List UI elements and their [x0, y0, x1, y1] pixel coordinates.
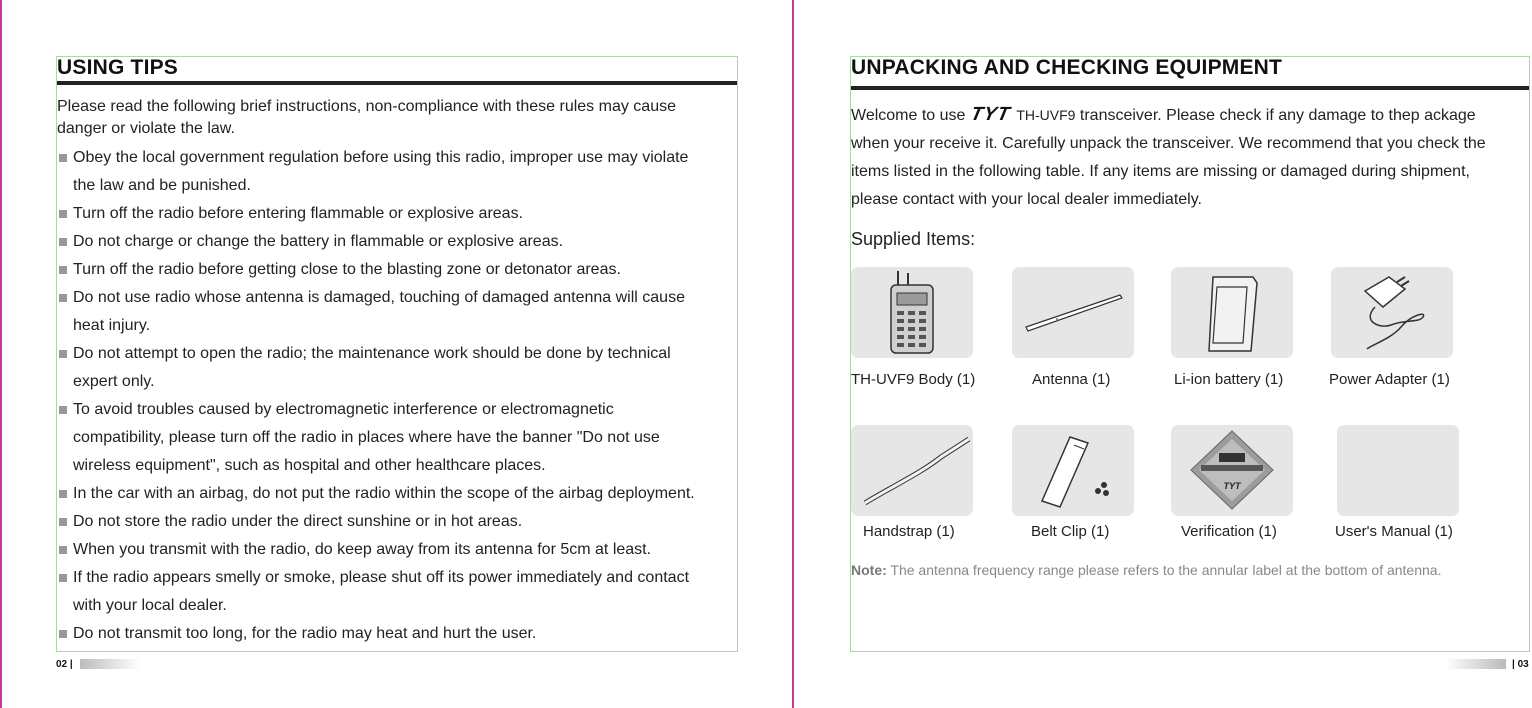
- page-title-unpacking: UNPACKING AND CHECKING EQUIPMENT: [851, 56, 1283, 79]
- page-bar-right: [1446, 659, 1506, 669]
- tip-continuation: [57, 312, 695, 340]
- tip-text: Do not transmit too long, for the radio may heat and hurt the user.: [73, 625, 537, 642]
- antenna-note: [851, 562, 1441, 578]
- intro-line: Welcome to use TYT TH-UVF9 transceiver. Please check if any damage to thep ackage: [851, 101, 1531, 130]
- item-label: Li-ion battery (1): [1174, 371, 1284, 388]
- radio-icon: [851, 267, 973, 358]
- tip-text: wireless equipment", such as hospital and other healthcare places.: [73, 457, 546, 474]
- tip-text: Turn off the radio before entering flammable or explosive areas.: [73, 205, 524, 222]
- bullet-square-icon: [59, 210, 67, 218]
- svg-text:TYT: TYT: [1223, 481, 1241, 491]
- tip-continuation: [57, 452, 695, 480]
- intro-line: Please read the following brief instructions, non-compliance with these rules may cause: [57, 98, 676, 115]
- verification-icon: [1171, 425, 1293, 516]
- tip-text: Do not use radio whose antenna is damaged, touching of damaged antenna will cause: [73, 289, 685, 306]
- item-label: Power Adapter (1): [1329, 371, 1450, 388]
- page-edge-left: [0, 0, 2, 708]
- tip-text: the law and be punished.: [73, 177, 251, 194]
- model-name: TH-UVF9: [1016, 107, 1076, 123]
- item-label: Antenna (1): [1032, 371, 1111, 388]
- title-rule-right: [851, 86, 1529, 90]
- tip-text: Do not charge or change the battery in flammable or explosive areas.: [73, 233, 564, 250]
- bullet-square-icon: [59, 406, 67, 414]
- item-label: Handstrap (1): [863, 523, 955, 540]
- item-tile-manual: [1337, 425, 1459, 516]
- intro-line: when your receive it. Carefully unpack the transceiver. We recommend that you check the: [851, 135, 1486, 152]
- item-tile-antenna: [1012, 267, 1134, 358]
- tip-item: [57, 256, 695, 284]
- tip-text: If the radio appears smelly or smoke, please shut off its power immediately and contact: [73, 569, 690, 586]
- tyt-logo: TYT: [969, 104, 1013, 125]
- tip-text: expert only.: [73, 373, 155, 390]
- tip-text: Obey the local government regulation before using this radio, improper use may violate: [73, 149, 689, 166]
- page-number-right: | 03: [1512, 659, 1529, 670]
- tip-item: [57, 480, 695, 508]
- tip-text: with your local dealer.: [73, 597, 227, 614]
- item-label: TH-UVF9 Body (1): [851, 371, 976, 388]
- intro-line: please contact with your local dealer immediately.: [851, 191, 1202, 208]
- tips-list: [57, 144, 695, 648]
- item-tile-belt-clip: [1012, 425, 1134, 516]
- item-tile-handstrap: [851, 425, 973, 516]
- bullet-square-icon: [59, 518, 67, 526]
- tip-text: compatibility, please turn off the radio in places where have the banner "Do not use: [73, 429, 660, 446]
- intro-line: items listed in the following table. If any items are missing or damaged during shipment,: [851, 163, 1470, 180]
- bullet-square-icon: [59, 154, 67, 162]
- item-label: Belt Clip (1): [1031, 523, 1110, 540]
- supplied-items-heading: Supplied Items:: [851, 229, 976, 249]
- tip-text: Do not store the radio under the direct sunshine or in hot areas.: [73, 513, 523, 530]
- bullet-square-icon: [59, 266, 67, 274]
- handstrap-icon: [851, 425, 973, 516]
- tip-item: [57, 620, 695, 648]
- unpacking-intro: [851, 101, 1531, 214]
- tip-text: To avoid troubles caused by electromagnetic interference or electromagnetic: [73, 401, 614, 418]
- page-number-left: 02 |: [56, 659, 73, 670]
- item-tile-battery: [1171, 267, 1293, 358]
- bullet-square-icon: [59, 294, 67, 302]
- item-label: Verification (1): [1181, 523, 1277, 540]
- item-tile-power-adapter: [1331, 267, 1453, 358]
- tip-text: In the car with an airbag, do not put the radio within the scope of the airbag deployment.: [73, 485, 695, 502]
- item-tile-verification: [1171, 425, 1293, 516]
- item-label: User's Manual (1): [1335, 523, 1453, 540]
- tip-item: [57, 508, 695, 536]
- item-tile-radio: [851, 267, 973, 358]
- power-adapter-icon: [1331, 267, 1453, 358]
- tip-text: Do not attempt to open the radio; the maintenance work should be done by technical: [73, 345, 671, 362]
- tip-item: [57, 284, 695, 312]
- tip-item: [57, 228, 695, 256]
- tip-item: [57, 396, 695, 424]
- tip-text: Turn off the radio before getting close to the blasting zone or detonator areas.: [73, 261, 621, 278]
- battery-icon: [1171, 267, 1293, 358]
- belt-clip-icon: [1012, 425, 1134, 516]
- bullet-square-icon: [59, 490, 67, 498]
- bullet-square-icon: [59, 546, 67, 554]
- bullet-square-icon: [59, 238, 67, 246]
- tip-text: heat injury.: [73, 317, 151, 334]
- bullet-square-icon: [59, 350, 67, 358]
- bullet-square-icon: [59, 574, 67, 582]
- page-title-using-tips: USING TIPS: [57, 56, 179, 79]
- tip-item: [57, 200, 695, 228]
- page-spine: [792, 0, 794, 708]
- note-label: Note:: [851, 562, 887, 578]
- tip-item: [57, 144, 695, 172]
- note-text: The antenna frequency range please refers to the annular label at the bottom of antenna.: [890, 562, 1442, 578]
- tip-continuation: [57, 172, 695, 200]
- tip-text: When you transmit with the radio, do keep away from its antenna for 5cm at least.: [73, 541, 652, 558]
- bullet-square-icon: [59, 630, 67, 638]
- page-bar-left: [80, 659, 140, 669]
- intro-line: danger or violate the law.: [57, 120, 235, 137]
- tip-item: [57, 564, 695, 592]
- title-rule-left: [57, 81, 737, 85]
- tip-continuation: [57, 592, 695, 620]
- using-tips-body: [57, 96, 737, 642]
- tip-continuation: [57, 368, 695, 396]
- tip-item: [57, 536, 695, 564]
- antenna-icon: [1012, 267, 1134, 358]
- tip-continuation: [57, 424, 695, 452]
- tip-item: [57, 340, 695, 368]
